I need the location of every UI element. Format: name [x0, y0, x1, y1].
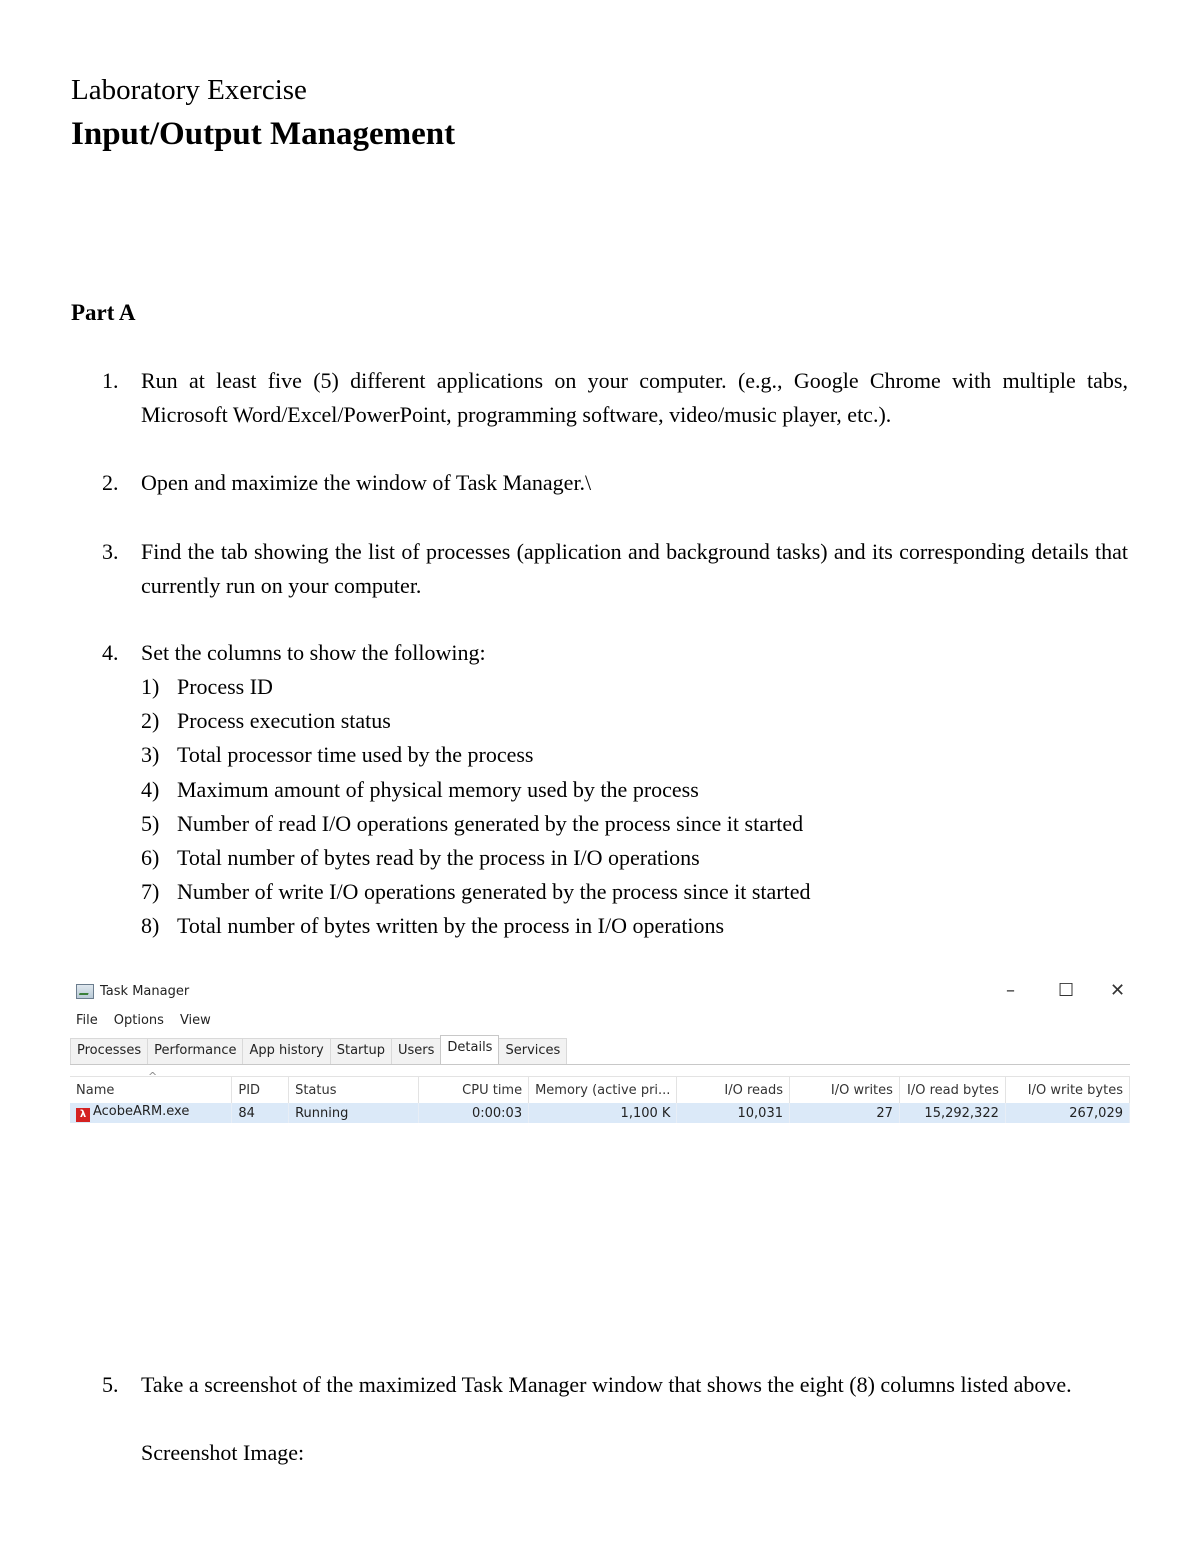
- window-title: Task Manager: [100, 984, 190, 999]
- tab-startup[interactable]: Startup: [330, 1038, 392, 1064]
- io-read-bytes-cell: 15,292,322: [899, 1103, 1005, 1123]
- step-1-text: Run at least five (5) different applications on your computer. (e.g., Google Chrome with multiple tabs, Microsoft Word/Excel/PowerPoint, programming software, video/music player, etc.).: [141, 368, 1128, 427]
- column-header-cpu-time[interactable]: CPU time: [419, 1077, 529, 1104]
- step-5-number: 5.: [102, 1372, 119, 1397]
- minimize-button[interactable]: –: [1006, 980, 1015, 1001]
- column-header-io-write-bytes[interactable]: I/O write bytes: [1005, 1077, 1129, 1104]
- process-table: [70, 1076, 1130, 1123]
- part-heading: Part A: [71, 300, 136, 325]
- column-header-pid[interactable]: PID: [232, 1077, 289, 1104]
- tab-performance[interactable]: Performance: [147, 1038, 243, 1064]
- process-name-cell: [70, 1103, 232, 1123]
- tab-bar: [70, 1038, 1130, 1065]
- column-list-item: 5) Number of read I/O operations generated by the process since it started: [141, 811, 804, 836]
- table-row[interactable]: [70, 1103, 1130, 1123]
- screenshot-label: Screenshot Image:: [141, 1440, 305, 1465]
- memory-cell: 1,100 K: [529, 1103, 677, 1123]
- step-4-number: 4.: [102, 640, 119, 665]
- column-list-item: 1) Process ID: [141, 674, 273, 699]
- menu-options[interactable]: Options: [113, 1013, 164, 1028]
- close-button[interactable]: ✕: [1110, 980, 1126, 1001]
- step-5-text: Take a screenshot of the maximized Task Manager window that shows the eight (8) columns listed above.: [141, 1372, 1072, 1397]
- tab-processes[interactable]: Processes: [70, 1038, 148, 1064]
- tab-services[interactable]: Services: [498, 1038, 567, 1064]
- io-write-bytes-cell: 267,029: [1005, 1103, 1129, 1123]
- sort-ascending-icon: ^: [148, 1070, 158, 1083]
- column-header-status[interactable]: Status: [289, 1077, 419, 1104]
- adobe-pdf-icon: λ: [76, 1108, 90, 1122]
- tab-users[interactable]: Users: [391, 1038, 441, 1064]
- column-list-item: 2) Process execution status: [141, 708, 391, 733]
- column-list-item: 6) Total number of bytes read by the process in I/O operations: [141, 845, 700, 870]
- process-name: AcobeARM.exe: [93, 1104, 190, 1119]
- status-cell: Running: [289, 1103, 419, 1123]
- column-header-name[interactable]: Name: [70, 1077, 232, 1104]
- menu-file[interactable]: File: [76, 1013, 98, 1028]
- step-2-number: 2.: [102, 470, 119, 495]
- task-manager-window: [70, 978, 1130, 1128]
- column-header-memory[interactable]: Memory (active pri...: [529, 1077, 677, 1104]
- pid-cell: 84: [232, 1103, 289, 1123]
- column-header-io-writes[interactable]: I/O writes: [790, 1077, 900, 1104]
- step-4-text: Set the columns to show the following:: [141, 640, 486, 665]
- column-header-io-reads[interactable]: I/O reads: [677, 1077, 790, 1104]
- io-writes-cell: 27: [790, 1103, 900, 1123]
- tab-app-history[interactable]: App history: [242, 1038, 330, 1064]
- maximize-button[interactable]: ☐: [1058, 980, 1075, 1001]
- cpu-time-cell: 0:00:03: [419, 1103, 529, 1123]
- column-header-io-read-bytes[interactable]: I/O read bytes: [899, 1077, 1005, 1104]
- step-1-number: 1.: [102, 368, 119, 393]
- menu-view[interactable]: View: [179, 1013, 211, 1028]
- step-3-text: Find the tab showing the list of processes (application and background tasks) and its corresponding details that currently run on your computer.: [141, 539, 1128, 598]
- column-list-item: 8) Total number of bytes written by the process in I/O operations: [141, 913, 725, 938]
- document-title: Input/Output Management: [71, 116, 456, 152]
- task-manager-icon: [76, 984, 94, 999]
- column-list-item: 7) Number of write I/O operations generated by the process since it started: [141, 879, 811, 904]
- column-list-item: 3) Total processor time used by the process: [141, 742, 534, 767]
- step-2-text: Open and maximize the window of Task Manager.\: [141, 470, 592, 495]
- step-3-number: 3.: [102, 539, 119, 564]
- task-manager-titlebar: [76, 984, 189, 999]
- column-list-item: 4) Maximum amount of physical memory used by the process: [141, 777, 699, 802]
- table-header-row: [70, 1077, 1130, 1104]
- document-subtitle: Laboratory Exercise: [71, 74, 307, 106]
- io-reads-cell: 10,031: [677, 1103, 790, 1123]
- tab-details[interactable]: Details: [440, 1035, 499, 1064]
- menu-bar: [76, 1013, 211, 1028]
